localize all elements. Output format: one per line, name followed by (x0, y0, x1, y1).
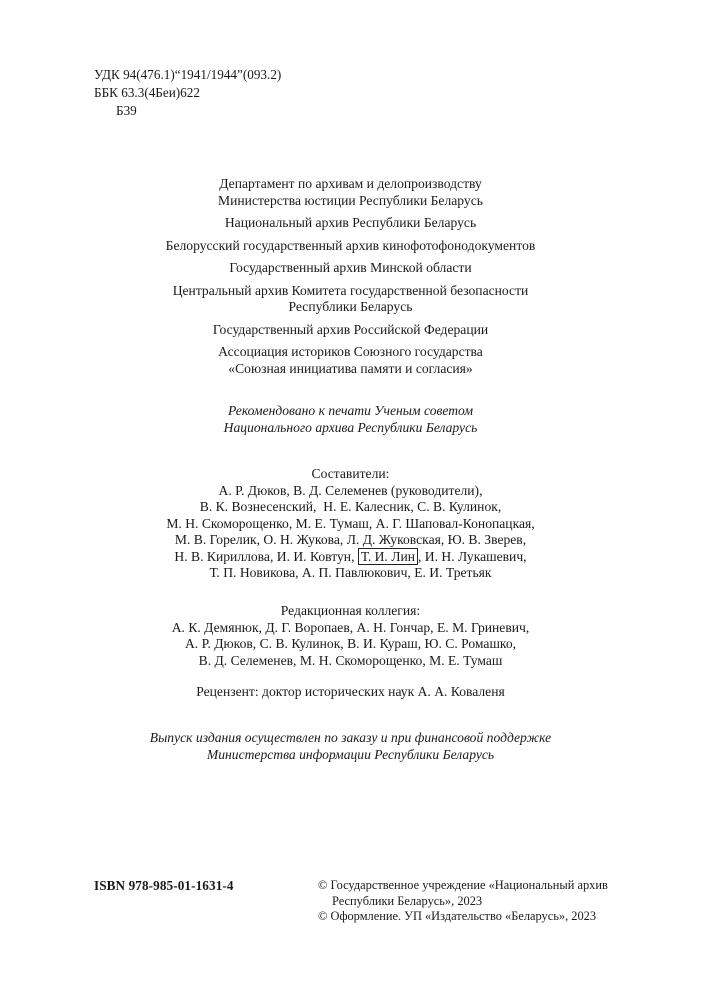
funding-note: Выпуск издания осуществлен по заказу и при финансовой поддержке Министерства информации Республики Беларусь (149, 730, 552, 762)
organization-5: Центральный архив Комитета государственной безопасности Республики Беларусь (172, 282, 529, 314)
organization-4: Государственный архив Минской области (229, 260, 472, 275)
author-mark: Б39 (116, 103, 137, 118)
boxed-name: Т. И. Лин (358, 548, 418, 565)
organization-6: Государственный архив Российской Федерации (212, 321, 489, 337)
organization-7: Ассоциация историков Союзного государства «Союзная инициатива памяти и согласия» (218, 344, 483, 376)
compilers-heading: Составители: (311, 466, 390, 481)
compilers-block: Составители: А. Р. Дюков, В. Д. Селеменев (руководители), В. К. Вознесенский, Н. Е. Калесник, С. В. Кулинок, М. Н. Скоморощенко, М. Е. Тумаш, А. Г. Шаповал-Конопацкая, М. В. Горелик, О. Н. Жукова, Л. Д. Жуковская, Ю. В. Зверев, Н. В. Кириллова, И. И. Ковтун, Т. И. Лин , И. Н. Лукашевич, Т. П. Новикова, А. П. Павлюкович, Е. И. Третьяк (0, 466, 701, 582)
isbn: ISBN 978-985-01-1631-4 (94, 878, 234, 893)
organization-3: Белорусский государственный архив кинофотофонодокументов (165, 237, 536, 253)
organization-1: Департамент по архивам и делопроизводству Министерства юстиции Республики Беларусь (218, 176, 483, 208)
bbk-code: ББК 63.3(4Беи)622 (94, 85, 200, 100)
editorial-board-heading: Редакционная коллегия: (280, 603, 421, 618)
organization-2: Национальный архив Республики Беларусь (224, 215, 477, 230)
classification-block (94, 66, 281, 120)
udk-code: УДК 94(476.1)“1941/1944”(093.2) (94, 67, 282, 82)
organizations-block (0, 176, 701, 377)
editorial-board-block: Редакционная коллегия: А. К. Демянюк, Д. Г. Воропаев, А. Н. Гончар, Е. М. Гриневич, А. Р. Дюков, С. В. Кулинок, В. И. Кураш, Ю. С. Ромашко, В. Д. Селеменев, М. Н. Скоморощенко, М. Е. Тумаш (0, 603, 701, 669)
reviewer-line: Рецензент: доктор исторических наук А. А. Коваленя (196, 684, 505, 699)
recommendation-note: Рекомендовано к печати Ученым советом Национального архива Республики Беларусь (223, 403, 478, 435)
copyright-block: © Государственное учреждение «Национальный архив Республики Беларусь», 2023 © Оформление. УП «Издательство «Беларусь», 2023 (318, 878, 608, 923)
